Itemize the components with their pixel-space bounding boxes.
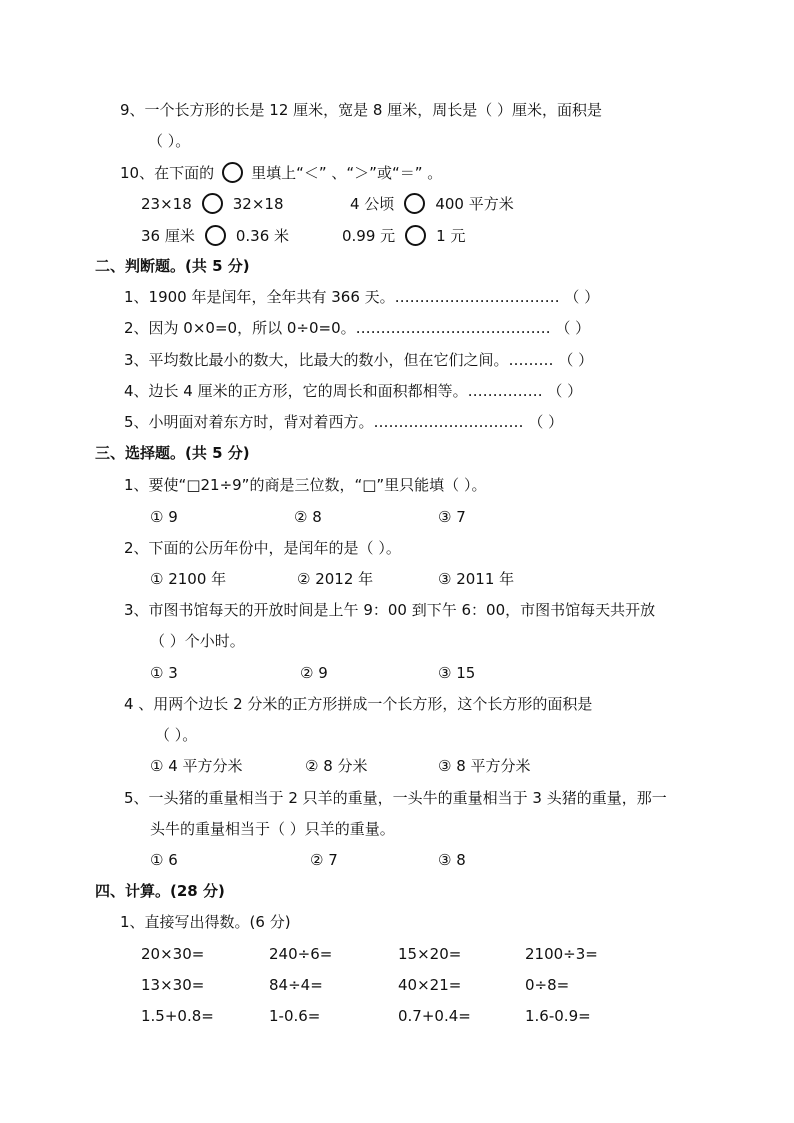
q10-header [120,162,442,183]
blank-circle-icon[interactable] [205,225,226,246]
judgment-item-1: 1、1900 年是闰年，全年共有 366 天。…………………………… （ ） [124,288,600,306]
section-title-calculation: 四、计算。(28 分) [95,882,225,900]
choice-option[interactable]: ② 8 分米 [305,757,368,775]
choice-option[interactable]: ① 9 [150,508,178,526]
choice-option[interactable]: ① 6 [150,851,178,869]
compare-right-expr: 400 平方米 [435,195,514,213]
compare-left-expr: 0.99 元 [342,227,396,245]
compare-right-expr: 1 元 [436,227,466,245]
calc-item: 84÷4= [269,976,323,994]
judgment-item-2: 2、因为 0×0=0，所以 0÷0=0。………………………………… （ ） [124,319,591,337]
choice-option[interactable]: ③ 8 [438,851,466,869]
compare-right-expr: 32×18 [232,194,284,213]
choice-option[interactable]: ① 4 平方分米 [150,757,243,775]
choice-q4-text2: （ ）。 [155,726,198,744]
choice-option[interactable]: ② 2012 年 [297,570,374,588]
q9-line2: （ ）。 [148,132,191,150]
choice-q3-text: 3、市图书馆每天的开放时间是上午 9：00 到下午 6：00，市图书馆每天共开放 [124,601,656,619]
choice-option[interactable]: ① 2100 年 [150,570,227,588]
calc-item: 240÷6= [269,945,333,963]
choice-option[interactable]: ③ 2011 年 [438,570,515,588]
choice-option[interactable]: ② 9 [300,664,328,682]
choice-option[interactable]: ① 3 [150,664,178,682]
calc-item: 0.7+0.4= [398,1007,471,1025]
choice-option[interactable]: ② 8 [294,508,322,526]
judgment-item-4: 4、边长 4 厘米的正方形，它的周长和面积都相等。…………… （ ） [124,382,583,400]
choice-option[interactable]: ③ 15 [438,664,476,682]
choice-option[interactable]: ③ 8 平方分米 [438,757,531,775]
compare-right-expr: 0.36 米 [235,227,290,245]
calc-item: 20×30= [141,945,205,963]
judgment-item-5: 5、小明面对着东方时，背对着西方。………………………… （ ） [124,413,564,431]
calc-item: 2100÷3= [525,945,598,963]
calc-sub1-title: 1、直接写出得数。(6 分) [120,913,291,931]
calc-item: 15×20= [398,945,462,963]
calc-item: 1.5+0.8= [141,1007,214,1025]
q10-pre: 10、在下面的 [120,164,215,182]
judgment-item-3: 3、平均数比最小的数大，比最大的数小，但在它们之间。……… （ ） [124,351,594,369]
choice-option[interactable]: ② 7 [310,851,338,869]
blank-circle-icon[interactable] [404,193,425,214]
calc-item: 1-0.6= [269,1007,321,1025]
compare-left-expr: 36 厘米 [141,227,195,245]
compare-left-expr: 4 公顷 [350,195,395,213]
choice-q5-text: 5、一头猪的重量相当于 2 只羊的重量，一头牛的重量相当于 3 头猪的重量，那一 [124,789,667,807]
calc-item: 1.6-0.9= [525,1007,591,1025]
calc-item: 0÷8= [525,976,570,994]
q10-post: 里填上“＜” 、“＞”或“＝” 。 [251,164,443,182]
choice-q5-text2: 头牛的重量相当于（ ）只羊的重量。 [150,820,395,838]
blank-circle-icon[interactable] [202,193,223,214]
choice-q2-text: 2、下面的公历年份中，是闰年的是（ ）。 [124,539,401,557]
choice-q4-text: 4 、用两个边长 2 分米的正方形拼成一个长方形，这个长方形的面积是 [124,695,593,713]
blank-circle-icon[interactable] [405,225,426,246]
calc-item: 40×21= [398,976,462,994]
section-title-choice: 三、选择题。(共 5 分) [95,444,250,462]
choice-option[interactable]: ③ 7 [438,508,466,526]
compare-left-expr: 23×18 [141,194,192,213]
calc-item: 13×30= [141,976,205,994]
blank-circle-icon[interactable] [222,162,243,183]
section-title-judgment: 二、判断题。(共 5 分) [95,257,250,275]
choice-q1-text: 1、要使“□21÷9”的商是三位数，“□”里只能填（ ）。 [124,476,487,494]
choice-q3-text2: （ ）个小时。 [150,632,245,650]
q9-line1: 9、一个长方形的长是 12 厘米，宽是 8 厘米，周长是（ ）厘米，面积是 [120,101,603,119]
